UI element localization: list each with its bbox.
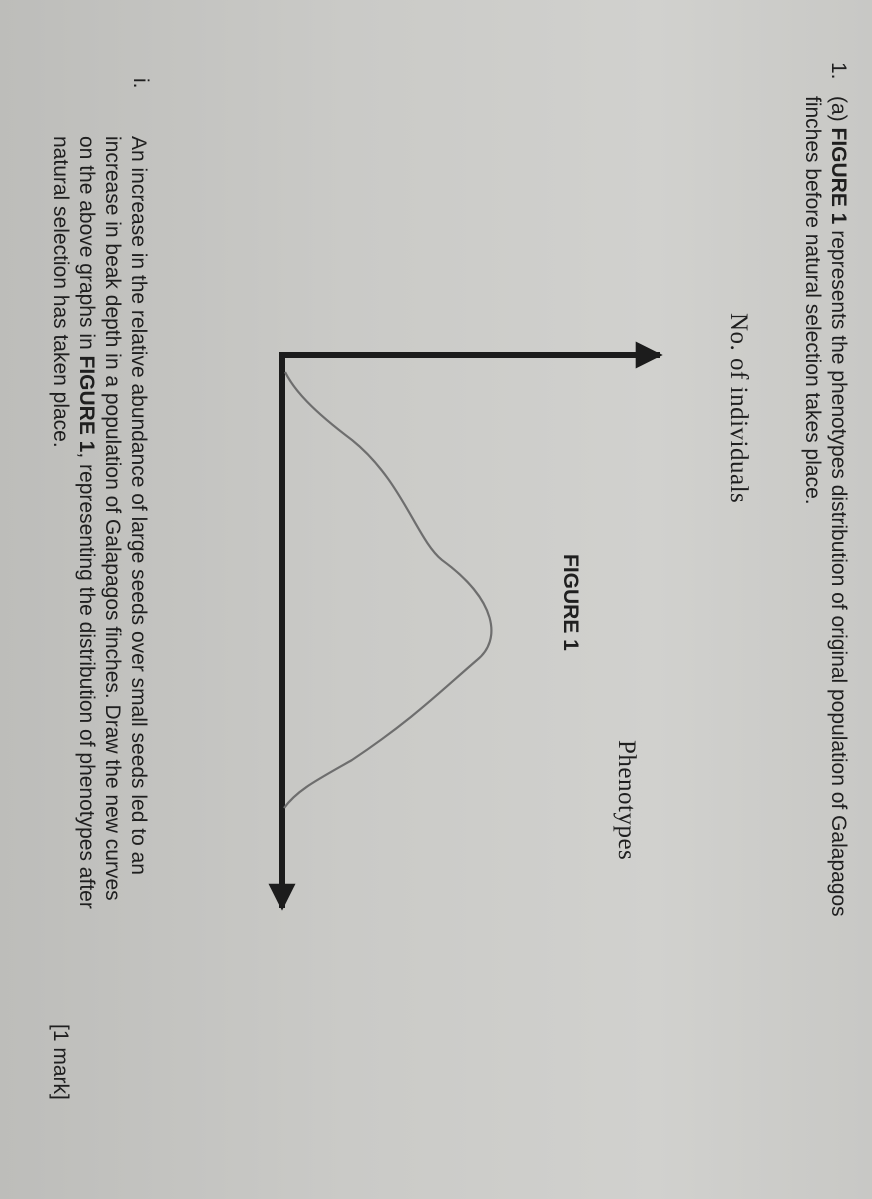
phenotype-distribution-curve (284, 372, 491, 808)
question-number: 1. (827, 62, 850, 80)
y-axis-label: No. of individuals (725, 313, 752, 504)
subquestion-line-1: An increase in the relative abundance of large seeds over small seeds led to an (127, 136, 150, 875)
marks-label: [1 mark] (49, 1024, 72, 1100)
question-line-2: finches before natural selection takes place. (801, 96, 824, 505)
subquestion-line-3-start: on the above graphs in (75, 136, 98, 350)
subquestion-line-3 (74, 136, 98, 909)
question-part-label: (a) (827, 96, 850, 122)
x-axis-label: Phenotypes (613, 740, 640, 861)
question-line-1-rest: represents the phenotypes distribution of original population of Galapagos (827, 230, 850, 917)
subquestion-line-3-end: , representing the distribution of phenotypes after (75, 452, 98, 909)
figure-caption: FIGURE 1 (559, 554, 582, 651)
figure-reference: FIGURE 1 (827, 127, 850, 225)
subquestion-number: i. (129, 78, 152, 89)
subquestion-line-4: natural selection has taken place. (49, 136, 72, 448)
subquestion-line-2: increase in beak depth in a population of Galapagos finches. Draw the new curves (101, 136, 124, 901)
subquestion-figure-reference: FIGURE 1 (75, 355, 98, 453)
